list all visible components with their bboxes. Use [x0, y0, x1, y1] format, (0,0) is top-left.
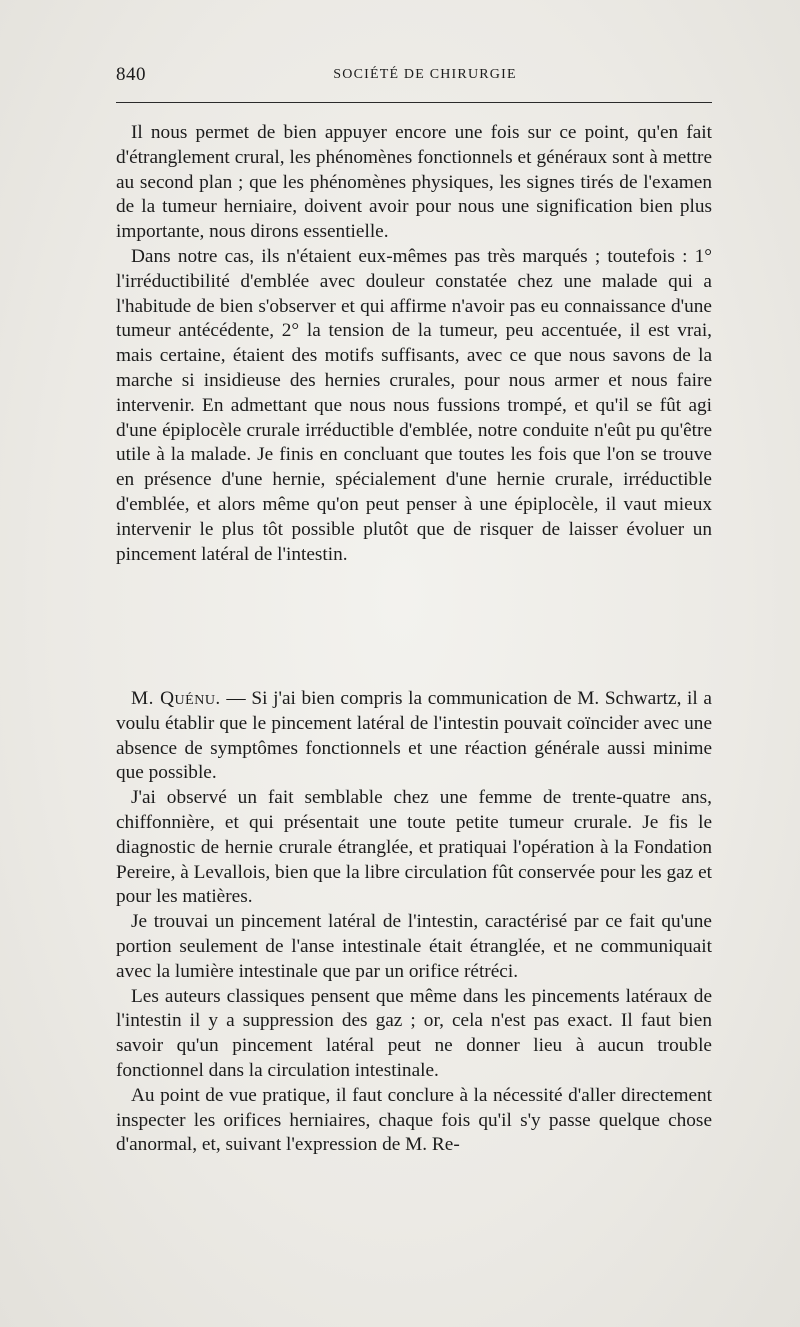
running-title: SOCIÉTÉ DE CHIRURGIE [333, 67, 517, 82]
paragraph: Il nous permet de bien appuyer encore une fois sur ce point, qu'en fait d'étranglement crural, les phénomènes fonctionnels et généraux sont à mettre au second plan ; que les phénomènes physiques, les signes tirés de l'examen de la tumeur herniaire, doivent avoir pour nous une signification bien plus importante, nous dirons essentielle. [116, 122, 712, 243]
paragraph: J'ai observé un fait semblable chez une femme de trente-quatre ans, chiffonnière, et qui présentait une toute petite tumeur crurale. Je fis le diagnostic de hernie crurale étranglée, et pratiquai l'opération à la Fondation Pereire, à Levallois, bien que la libre circulation fût conservée pour les gaz et pour les matières. [116, 787, 712, 908]
page-header [116, 62, 712, 88]
page-number: 840 [116, 64, 146, 85]
paragraph: Les auteurs classiques pensent que même dans les pincements latéraux de l'intestin il y a suppression des gaz ; or, cela n'est pas exact. Il faut bien savoir qu'un pincement latéral peut ne donner lieu à aucun trouble fonctionnel dans la circulation intestinale. [116, 985, 712, 1081]
paragraph: Dans notre cas, ils n'étaient eux-mêmes pas très marqués ; toutefois : 1° l'irréductibilité d'emblée avec douleur constatée chez une malade qui a l'habitude de bien s'observer et qui affirme n'avoir pas eu connaissance d'une tumeur antécédente, 2° la tension de la tumeur, peu accentuée, il est vrai, mais certaine, étaient des motifs suffisants, avec ce que nous savons de la marche si insidieuse des hernies crurales, pour nous armer et nous faire intervenir. En admettant que nous nous fussions trompé, et qu'il se fût agi d'une épiplocèle crurale irréductible d'emblée, notre conduite n'eût pu qu'être utile à la malade. Je finis en concluant que toutes les fois que l'on se trouve en présence d'une hernie, spécialement d'une hernie crurale, irréductible d'emblée, et alors même qu'on peut penser à une épiplocèle, il vaut mieux intervenir le plus tôt possible plutôt que de risquer de laisser évoluer un pincement latéral de l'intestin. [116, 245, 712, 565]
speaker-name: M. Quénu. [131, 688, 221, 709]
body-text-section-2 [116, 687, 712, 1158]
paragraph: Au point de vue pratique, il faut conclure à la nécessité d'aller directement inspecter les orifices herniaires, chaque fois qu'il s'y passe quelque chose d'anormal, et, suivant l'expression de M. Re- [116, 1084, 712, 1156]
header-rule [116, 102, 712, 103]
speaker-paragraph-text: — Si j'ai bien compris la communication de M. Schwartz, il a voulu établir que le pincement latéral de l'intestin pouvait coïncider avec une absence de symptômes fonctionnels et une réaction générale aussi minime que possible. [116, 688, 712, 784]
body-text-section-1 [116, 121, 712, 567]
paragraph: Je trouvai un pincement latéral de l'intestin, caractérisé par ce fait qu'une portion seulement de l'anse intestinale était étranglée, et ne communiquait avec la lumière intestinale que par un orifice rétréci. [116, 911, 712, 982]
speaker-paragraph [116, 687, 712, 786]
